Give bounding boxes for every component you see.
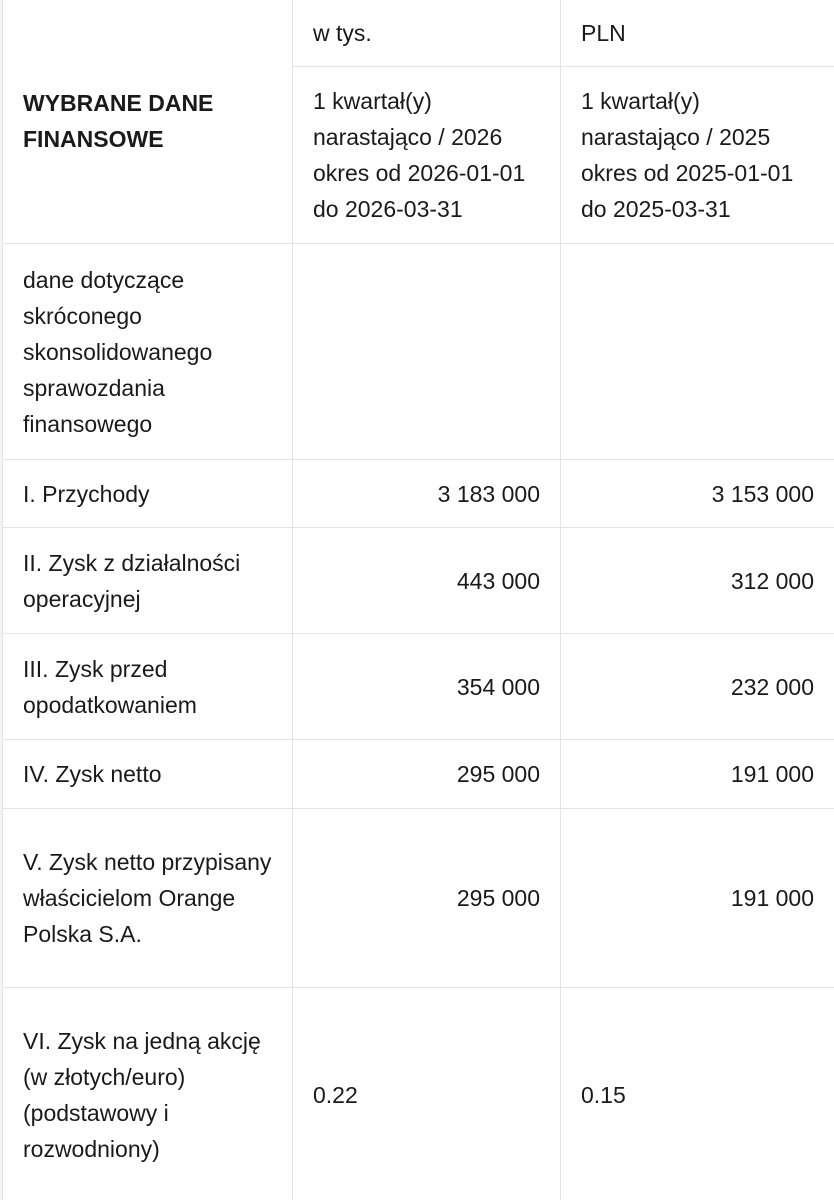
row-value-current: 295 000 [293,740,561,809]
row-label: IV. Zysk netto [3,740,293,809]
row-value-previous: 232 000 [561,634,834,740]
section-row [3,244,834,460]
empty-cell [561,244,834,460]
table-row [3,528,834,634]
row-value-current: 3 183 000 [293,460,561,528]
period-current: 1 kwartał(y) narastająco / 2026 okres od 2026-01-01 do 2026-03-31 [293,67,561,244]
row-label: I. Przychody [3,460,293,528]
row-value-current: 0.22 [293,988,561,1200]
table-row [3,809,834,988]
row-label: V. Zysk netto przypisany właścicielom Orange Polska S.A. [3,809,293,988]
header-row-units [3,0,834,67]
table-row [3,460,834,528]
unit-label: w tys. [293,0,561,67]
currency-label: PLN [561,0,834,67]
row-value-previous: 191 000 [561,740,834,809]
row-value-previous: 312 000 [561,528,834,634]
row-value-current: 295 000 [293,809,561,988]
table-title: WYBRANE DANE FINANSOWE [3,0,293,244]
section-label: dane dotyczące skróconego skonsolidowanego sprawozdania finansowego [3,244,293,460]
row-value-current: 354 000 [293,634,561,740]
table-row [3,634,834,740]
table-row [3,740,834,809]
row-label: III. Zysk przed opodatkowaniem [3,634,293,740]
financial-data-table [2,0,834,1200]
row-value-previous: 191 000 [561,809,834,988]
row-label: VI. Zysk na jedną akcję (w złotych/euro) (podstawowy i rozwodniony) [3,988,293,1200]
period-previous: 1 kwartał(y) narastająco / 2025 okres od 2025-01-01 do 2025-03-31 [561,67,834,244]
row-value-previous: 3 153 000 [561,460,834,528]
row-value-current: 443 000 [293,528,561,634]
table-row [3,988,834,1200]
row-value-previous: 0.15 [561,988,834,1200]
empty-cell [293,244,561,460]
row-label: II. Zysk z działalności operacyjnej [3,528,293,634]
